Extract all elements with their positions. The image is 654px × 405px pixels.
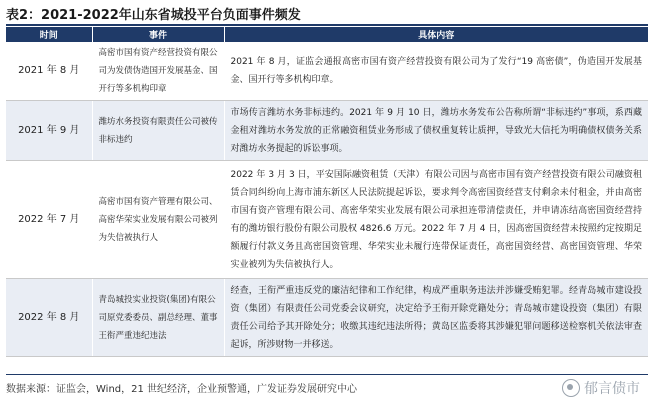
row-detail: 2022 年 3 月 3 日，平安国际融资租赁（天津）有限公司因与高密市国有资产经营投资有限公司融资租赁合同纠纷向上海市浦东新区人民法院提起诉讼，要求判令高密国资经营支付剩余未付租金，并由高密市国有资产管理有限公司、高密华荣实业发展有限公司承担连带清偿责任，并申请冻结高密国资经营持有的潍坊银行股份有限公司股权 4826.6 万元。2022 年 7 月 4 日，因高密国资经营未按照约定按期足额履行付款义务且高密国资管理、华荣实业未履行连带保证责任，高密国资经营、高密国资管理、华荣实业被列为失信被执行人。 — [224, 161, 648, 279]
table-row — [6, 101, 648, 161]
header-time: 时间 — [6, 27, 92, 42]
row-detail: 经查，王衔严重违反党的廉洁纪律和工作纪律，构成严重职务违法并涉嫌受贿犯罪。经青岛城市建设投资（集团）有限责任公司党委会议研究，决定给予王衔开除党籍处分；青岛城市建设投资（集团）有限责任公司给予其开除处分；收缴其违纪违法所得；黄岛区监委将其涉嫌犯罪问题移送检察机关依法审查起诉，所涉财物一并移送。 — [224, 279, 648, 357]
row-time: 2022 年 8 月 — [6, 279, 92, 357]
header-event: 事件 — [92, 27, 224, 42]
watermark — [562, 378, 640, 398]
table-row — [6, 42, 648, 101]
row-event: 青岛城投实业投资(集团)有限公司原党委委员、副总经理、董事王衔严重违纪违法 — [92, 279, 224, 357]
source-note: 数据来源：证监会，Wind，21 世纪经济，企业预警通，广发证券发展研究中心 — [6, 384, 358, 395]
table-row — [6, 161, 648, 279]
wechat-icon — [562, 379, 580, 397]
row-detail: 2021 年 8 月，证监会通报高密市国有资产经营投资有限公司为了发行“19 高密债”，伪造国开发展基金、国开行等多机构印章。 — [224, 42, 648, 101]
row-event: 高密市国有资产管理有限公司、高密华荣实业发展有限公司被列为失信被执行人 — [92, 161, 224, 279]
header-detail: 具体内容 — [224, 27, 648, 42]
row-time: 2022 年 7 月 — [6, 161, 92, 279]
table-title: 表2：2021-2022年山东省城投平台负面事件频发 — [6, 8, 301, 23]
row-time: 2021 年 9 月 — [6, 101, 92, 161]
watermark-text: 郁言债市 — [584, 381, 640, 397]
table-header-row — [6, 27, 648, 42]
row-time: 2021 年 8 月 — [6, 42, 92, 101]
row-event: 潍坊水务投资有限责任公司被传非标违约 — [92, 101, 224, 161]
row-detail: 市场传言潍坊水务非标违约。2021 年 9 月 10 日，潍坊水务发布公告称所谓“非标违约”事项，系西藏金租对潍坊水务发放的正常融资租赁业务形成了债权重复转让质押，导致光大信托为明确债权债务关系对潍坊水务提起的诉讼事项。 — [224, 101, 648, 161]
bottom-rule — [6, 374, 648, 375]
table-row — [6, 279, 648, 357]
top-rule — [6, 24, 648, 26]
row-event: 高密市国有资产经营投资有限公司为发债伪造国开发展基金、国开行等多机构印章 — [92, 42, 224, 101]
events-table — [6, 27, 648, 357]
